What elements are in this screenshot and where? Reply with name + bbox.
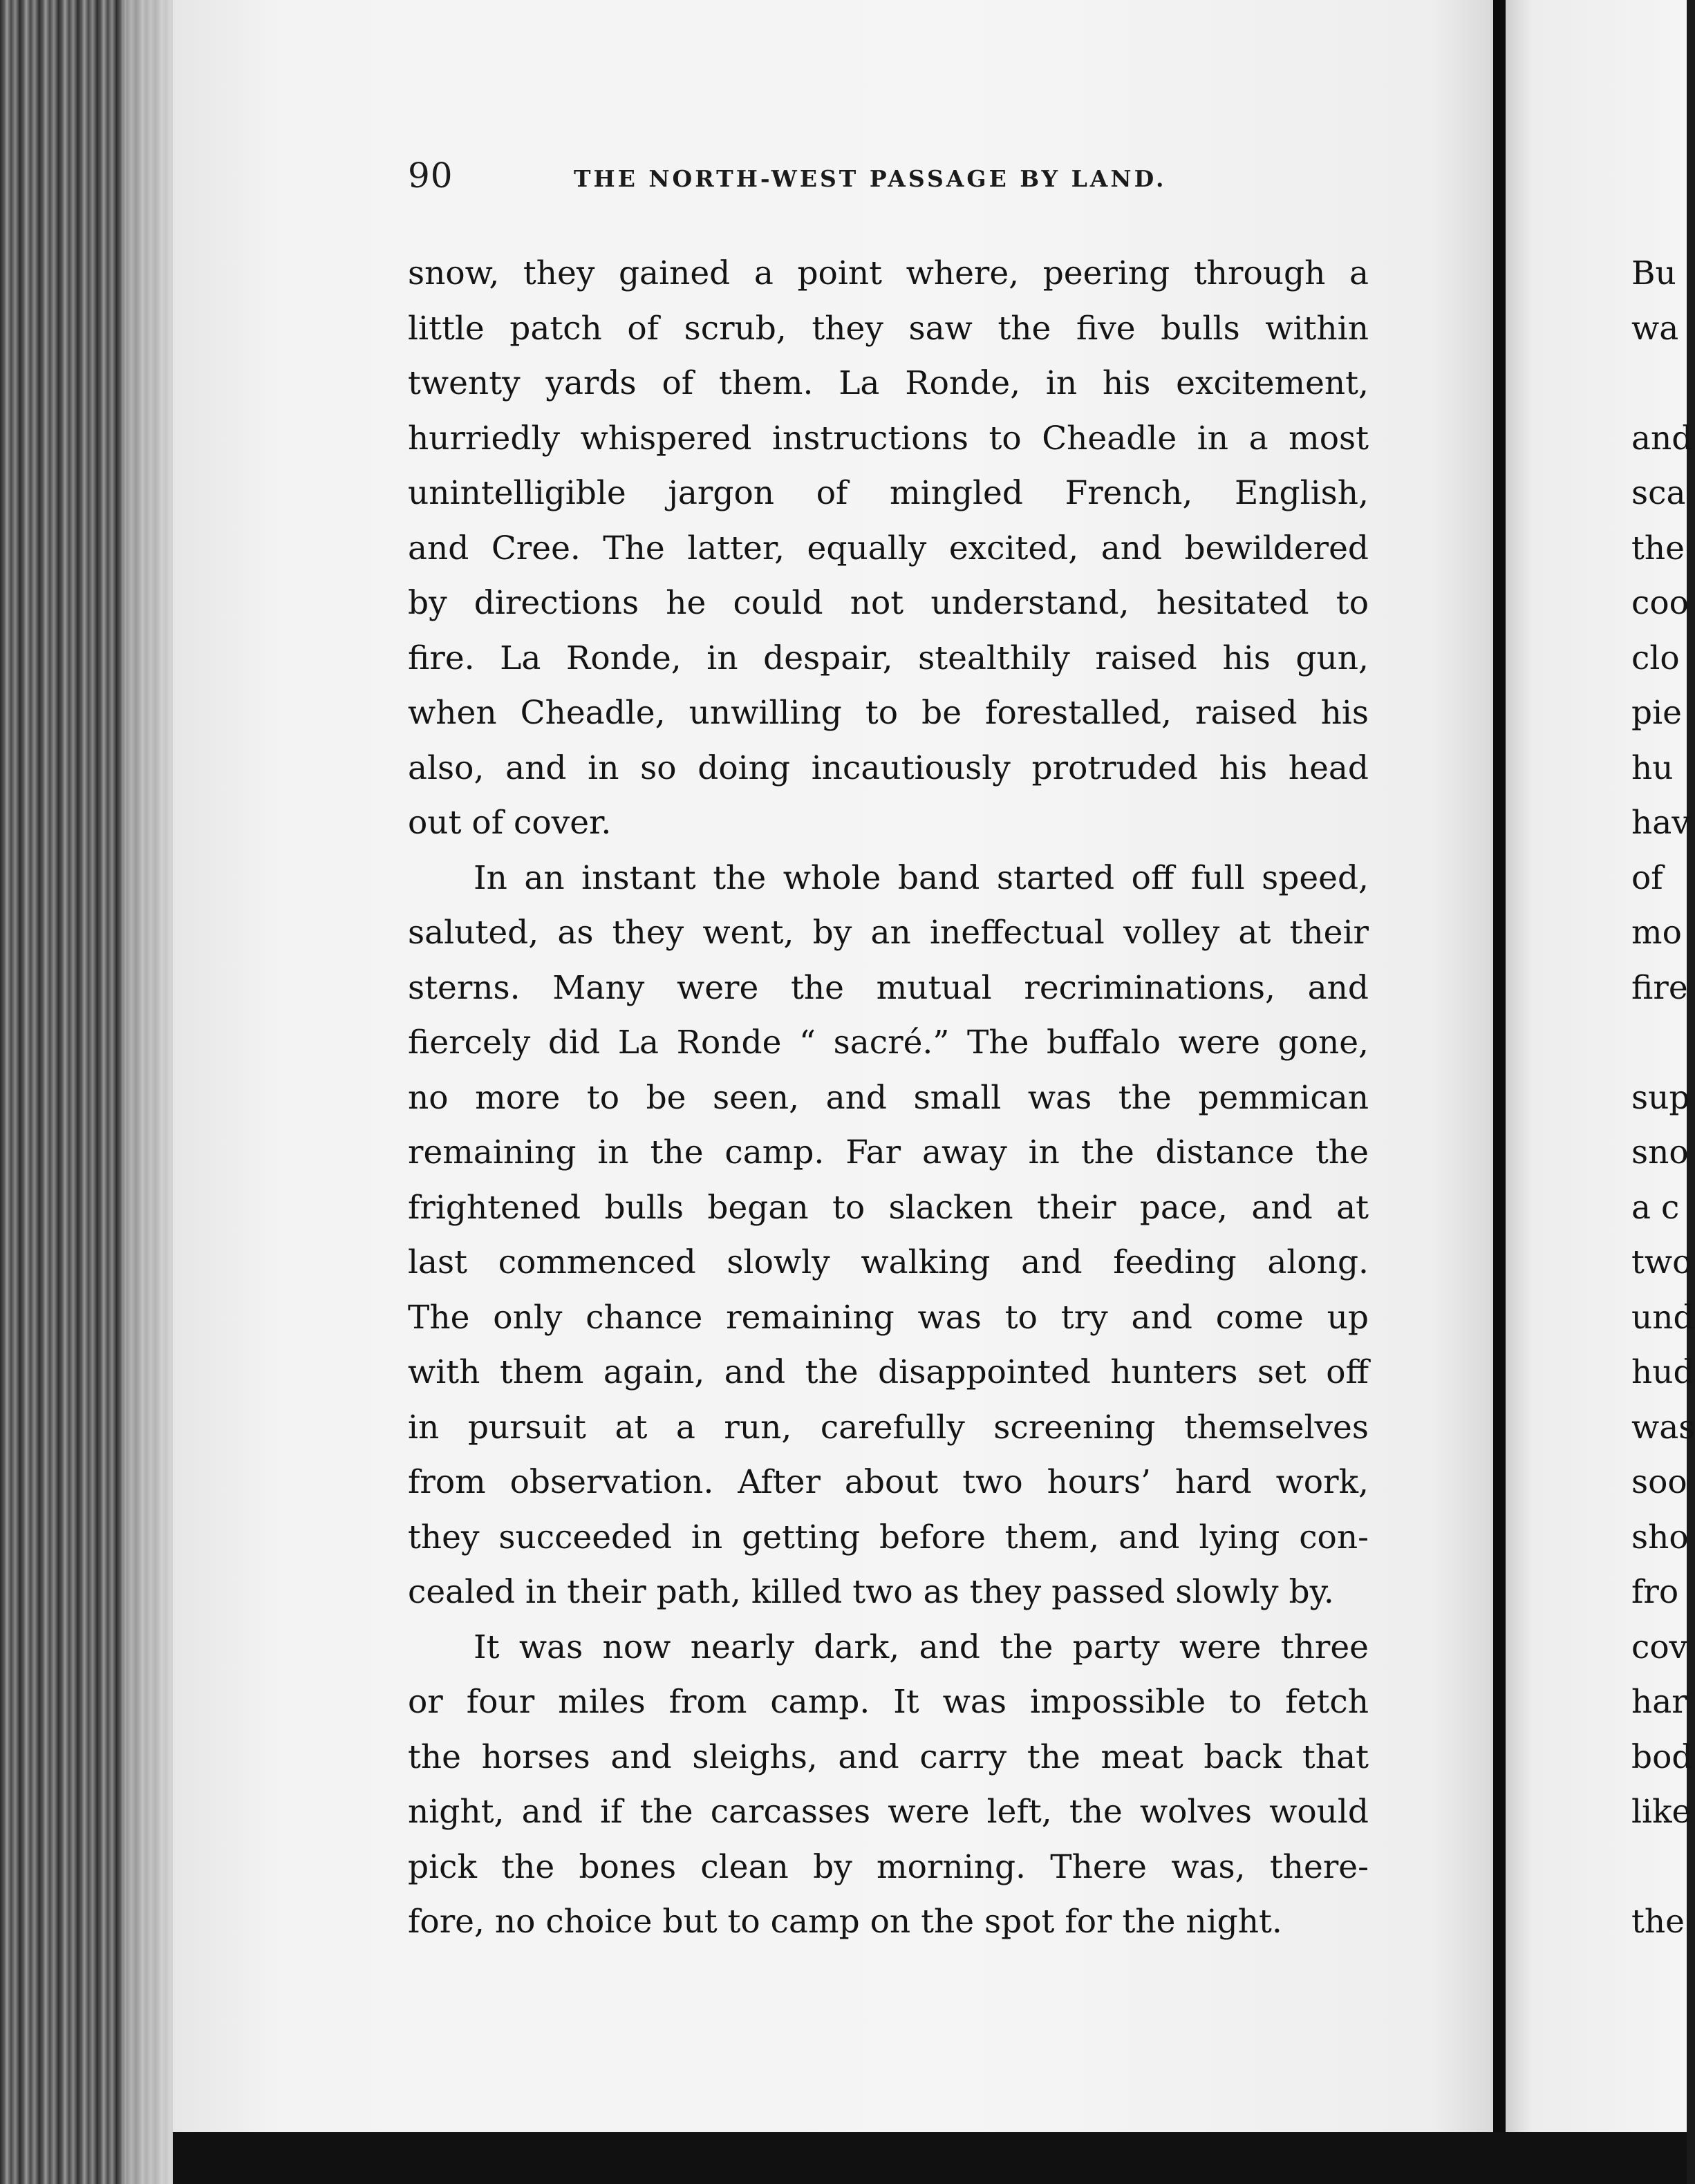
text-line: twenty yards of them. La Ronde, in his excitement, <box>408 364 1369 402</box>
running-head: THE NORTH-WEST PASSAGE BY LAND. <box>574 165 1167 192</box>
text-line: pick the bones clean by morning. There was, there- <box>408 1847 1369 1886</box>
page-header <box>408 156 1369 211</box>
text-line: saluted, as they went, by an ineffectual volley at their <box>408 914 1369 952</box>
text-line: sterns. Many were the mutual recriminations, and <box>408 968 1369 1007</box>
facing-fragment: har <box>1631 1683 1687 1721</box>
facing-blank <box>1631 1840 1687 1895</box>
facing-fragment: two <box>1631 1243 1692 1281</box>
facing-fragment: hav <box>1631 804 1690 842</box>
text-line: or four miles from camp. It was impossible to fetch <box>408 1683 1369 1721</box>
facing-blank <box>1631 356 1687 411</box>
facing-fragment: coo <box>1631 584 1689 622</box>
text-line: out of cover. <box>408 804 612 842</box>
facing-fragment: Bu <box>1631 254 1676 292</box>
facing-fragment: was <box>1631 1408 1695 1447</box>
text-line: the horses and sleighs, and carry the meat back that <box>408 1738 1369 1776</box>
text-line: cealed in their path, killed two as they passed slowly by. <box>408 1573 1334 1611</box>
text-line: also, and in so doing incautiously protruded his head <box>408 749 1369 787</box>
text-line: frightened bulls began to slacken their pace, and at <box>408 1188 1369 1227</box>
facing-fragment: like <box>1631 1793 1692 1831</box>
text-line: remaining in the camp. Far away in the distance the <box>408 1133 1369 1171</box>
book-gutter <box>1493 0 1506 2184</box>
text-line: with them again, and the disappointed hunters set off <box>408 1353 1369 1391</box>
facing-fragment: hu <box>1631 749 1674 787</box>
text-line: night, and if the carcasses were left, the wolves would <box>408 1793 1369 1831</box>
text-line: fiercely did La Ronde “ sacré.” The buffalo were gone, <box>408 1024 1369 1062</box>
facing-fragment: and <box>1631 419 1693 458</box>
facing-fragment: fire <box>1631 968 1688 1007</box>
text-line: snow, they gained a point where, peering through a <box>408 254 1369 292</box>
text-line: fore, no choice but to camp on the spot for the night. <box>408 1903 1282 1941</box>
text-line: when Cheadle, unwilling to be forestalled, raised his <box>408 694 1369 732</box>
facing-fragment: fro <box>1631 1573 1679 1611</box>
text-line: It was now nearly dark, and the party were three <box>474 1628 1369 1666</box>
text-line: they succeeded in getting before them, and lying con- <box>408 1518 1369 1556</box>
text-line: by directions he could not understand, hesitated to <box>408 584 1369 622</box>
bottom-shadow <box>173 2132 1687 2184</box>
page-edge-shade <box>124 0 180 2184</box>
text-line: little patch of scrub, they saw the five bulls within <box>408 309 1369 348</box>
text-line: from observation. After about two hours’ hard work, <box>408 1463 1369 1501</box>
text-line: no more to be seen, and small was the pemmican <box>408 1078 1369 1117</box>
facing-fragment: soo <box>1631 1463 1687 1501</box>
facing-fragment: sno <box>1631 1133 1689 1171</box>
facing-fragment: sho <box>1631 1518 1689 1556</box>
facing-fragment: of <box>1631 858 1663 897</box>
page-number: 90 <box>408 156 453 196</box>
facing-fragment: und <box>1631 1298 1694 1337</box>
facing-fragment: mo <box>1631 914 1682 952</box>
text-line: in pursuit at a run, carefully screening themselves <box>408 1408 1369 1447</box>
text-line: and Cree. The latter, equally excited, and bewildered <box>408 529 1369 567</box>
facing-fragment: cov <box>1631 1628 1688 1666</box>
facing-fragment: pie <box>1631 694 1682 732</box>
facing-fragment: the <box>1631 529 1685 567</box>
facing-fragment: clo <box>1631 639 1680 677</box>
facing-fragment: sup <box>1631 1078 1690 1117</box>
facing-fragment: sca <box>1631 474 1686 512</box>
body-text <box>408 246 1369 1950</box>
text-line: last commenced slowly walking and feeding along. <box>408 1243 1369 1281</box>
facing-fragment: hud <box>1631 1353 1694 1391</box>
facing-fragment: wa <box>1631 309 1679 348</box>
text-line: The only chance remaining was to try and come up <box>408 1298 1369 1337</box>
facing-blank <box>1631 1015 1687 1071</box>
facing-fragment: the <box>1631 1903 1685 1941</box>
facing-fragment: bod <box>1631 1738 1693 1776</box>
facing-fragment: a c <box>1631 1188 1680 1227</box>
text-line: unintelligible jargon of mingled French, English, <box>408 474 1369 512</box>
facing-page-text <box>1631 246 1695 1950</box>
text-line: hurriedly whispered instructions to Cheadle in a most <box>408 419 1369 458</box>
text-line: fire. La Ronde, in despair, stealthily raised his gun, <box>408 639 1369 677</box>
text-line: In an instant the whole band started off full speed, <box>474 858 1369 897</box>
